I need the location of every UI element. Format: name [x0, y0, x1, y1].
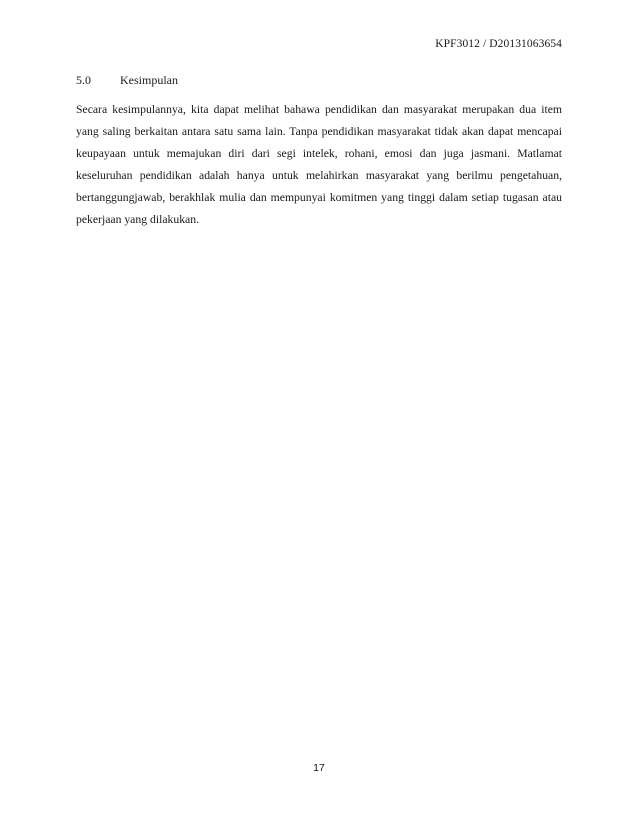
document-reference-header: KPF3012 / D20131063654: [435, 38, 562, 50]
section-number: 5.0: [76, 73, 91, 87]
page-number: 17: [313, 762, 325, 774]
section-heading: [76, 73, 178, 88]
body-paragraph: Secara kesimpulannya, kita dapat melihat bahawa pendidikan dan masyarakat merupakan dua item yang saling berkaitan antara satu sama lain. Tanpa pendidikan masyarakat tidak akan dapat mencapai keupayaan untuk memajukan diri dari segi intelek, rohani, emosi dan juga jasmani. Matlamat keseluruhan pendidikan adalah hanya untuk melahirkan masyarakat yang berilmu pengetahuan, bertanggungjawab, berakhlak mulia dan mempunyai komitmen yang tinggi dalam setiap tugasan atau pekerjaan yang dilakukan.: [76, 103, 562, 226]
section-title: Kesimpulan: [120, 73, 178, 87]
